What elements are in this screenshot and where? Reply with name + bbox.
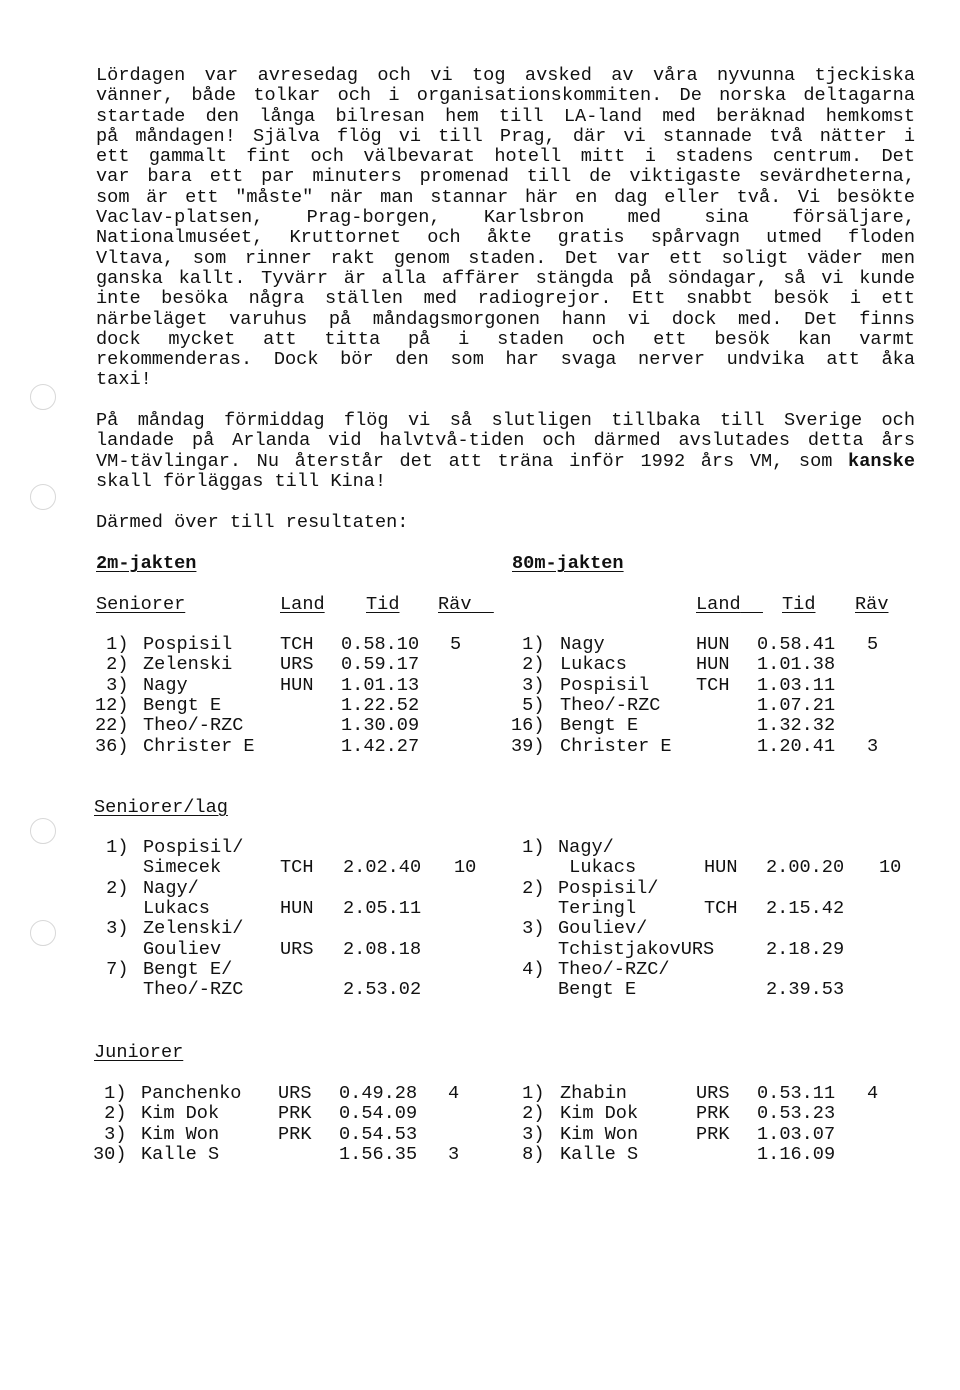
result-place: 8) (511, 1143, 545, 1165)
result-name: Kim Won (560, 1123, 639, 1145)
result-time: 1.30.09 (341, 715, 420, 737)
result-time: 0.53.23 (757, 1103, 836, 1125)
team-place: 4) (511, 958, 545, 980)
result-country: PRK (278, 1123, 312, 1145)
team-country: HUN (280, 897, 314, 919)
text-line: På måndag förmiddag flög vi så slutligen tillbaka till Sverige och (96, 410, 915, 431)
team-member: Lukacs (143, 897, 210, 919)
result-place: 16) (511, 715, 545, 737)
team-foxes: 10 (454, 857, 477, 879)
result-country: URS (280, 654, 314, 676)
text-line: Vaclav-platsen, Prag-borgen, Karlsbron med sina försäljare, (96, 207, 915, 229)
text-line: ett gammalt fint och välbevarat hotell mitt i stadens centrum. Det (96, 146, 915, 168)
team-member: Teringl (558, 897, 637, 919)
result-place: 36) (95, 735, 129, 757)
col-header-rav: Räv (855, 594, 889, 615)
punch-hole (30, 920, 56, 946)
result-name: Kim Dok (560, 1103, 639, 1125)
team-member: Nagy/ (143, 877, 199, 899)
result-time: 0.54.09 (339, 1103, 418, 1125)
team-member: Theo/-RZC/ (558, 958, 670, 980)
team-member: TchistjakovURS (558, 938, 715, 960)
result-name: Christer E (560, 735, 672, 757)
result-name: Nagy (143, 674, 188, 696)
result-name: Theo/-RZC (560, 694, 661, 716)
team-time: 2.08.18 (343, 938, 422, 960)
result-time: 1.22.52 (341, 694, 420, 716)
text-line: vänner, både tolkar och i organisationskommiten. De norska deltagarna (96, 85, 915, 107)
col-header-land: Land (696, 594, 741, 615)
result-time: 0.53.11 (757, 1083, 836, 1104)
result-time: 0.54.53 (339, 1123, 418, 1145)
result-country: HUN (696, 654, 730, 676)
result-name: Pospisil (143, 634, 233, 655)
text-line: startade den långa bilresan hem till LA-land med beräknad hemkomst (96, 105, 915, 127)
results-intro: Därmed över till resultaten: (96, 512, 409, 533)
col-header-rav: Räv (438, 594, 472, 615)
result-place: 12) (95, 694, 129, 716)
text-line: dock mycket att titta på i staden och ett besök kan varmt (96, 328, 915, 350)
team-place: 2) (95, 877, 129, 899)
team-member: Bengt E (558, 979, 637, 1001)
result-name: Kim Won (141, 1123, 220, 1145)
team-place: 1) (95, 837, 129, 858)
team-place: 2) (511, 877, 545, 899)
result-name: Kalle S (560, 1143, 639, 1165)
result-country: PRK (278, 1103, 312, 1125)
result-place: 2) (511, 654, 545, 676)
result-place: 3) (95, 674, 129, 696)
section-title-2m: 2m-jakten (96, 553, 197, 574)
team-time: 2.18.29 (766, 938, 845, 960)
team-country: TCH (704, 897, 738, 919)
result-place: 1) (511, 1083, 545, 1104)
punch-hole (30, 384, 56, 410)
text-line: var bara ett par minuters promenad till de viktigaste sevärdheterna, (96, 166, 915, 188)
team-foxes: 10 (879, 857, 902, 879)
result-time: 0.49.28 (339, 1083, 418, 1104)
team-time: 2.53.02 (343, 979, 422, 1001)
team-member: Simecek (143, 857, 222, 879)
result-place: 3) (511, 674, 545, 696)
result-name: Zhabin (560, 1083, 627, 1104)
result-place: 5) (511, 694, 545, 716)
result-name: Pospisil (560, 674, 650, 696)
result-time: 1.16.09 (757, 1143, 836, 1165)
heading-seniorer-lag: Seniorer/lag (94, 797, 228, 818)
result-country: HUN (696, 634, 730, 655)
text-line: VM-tävlingar. Nu återstår det att träna inför 1992 års VM, som kanske (96, 450, 915, 472)
result-foxes: 3 (867, 735, 879, 757)
paragraph-return (96, 411, 915, 492)
heading-juniorer: Juniorer (94, 1042, 184, 1063)
team-time: 2.00.20 (766, 857, 845, 879)
result-place: 3) (93, 1123, 127, 1145)
team-member: Gouliev/ (558, 918, 648, 940)
result-name: Panchenko (141, 1083, 242, 1104)
result-place: 22) (95, 715, 129, 737)
punch-hole (30, 818, 56, 844)
team-place: 7) (95, 958, 129, 980)
result-name: Kalle S (141, 1143, 220, 1165)
result-place: 30) (93, 1143, 127, 1165)
team-member: Nagy/ (558, 837, 614, 858)
team-member: Lukacs (558, 857, 637, 879)
team-member: Theo/-RZC (143, 979, 244, 1001)
result-country: TCH (280, 634, 314, 655)
result-place: 2) (93, 1103, 127, 1125)
result-time: 1.20.41 (757, 735, 836, 757)
team-member: Pospisil/ (558, 877, 659, 899)
result-foxes: 4 (448, 1083, 460, 1104)
team-place: 3) (511, 918, 545, 940)
result-name: Bengt E (143, 694, 222, 716)
result-time: 1.56.35 (339, 1143, 418, 1165)
col-header-tid: Tid (782, 594, 816, 615)
text-line: Nationalmuséet, Kruttornet och åkte gratis spårvagn utmed floden (96, 227, 915, 249)
result-foxes: 5 (450, 634, 462, 655)
section-title-80m: 80m-jakten (512, 553, 624, 574)
text-line: Vltava, som rinner rakt genom staden. Det var ett soligt väder men (96, 247, 915, 269)
team-member: Gouliev (143, 938, 222, 960)
paragraph-travel (96, 66, 915, 391)
result-name: Christer E (143, 735, 255, 757)
team-member: Pospisil/ (143, 837, 244, 858)
result-country: PRK (696, 1123, 730, 1145)
team-place: 3) (95, 918, 129, 940)
team-time: 2.15.42 (766, 897, 845, 919)
result-name: Kim Dok (141, 1103, 220, 1125)
result-time: 1.42.27 (341, 735, 420, 757)
result-place: 2) (511, 1103, 545, 1125)
result-time: 1.03.11 (757, 674, 836, 696)
team-country: TCH (280, 857, 314, 879)
text-line: rekommenderas. Dock bör den som har svaga nerver undvika att åka (96, 349, 915, 371)
result-country: TCH (696, 674, 730, 696)
result-place: 1) (93, 1083, 127, 1104)
col-header-tid: Tid (366, 594, 400, 615)
result-name: Zelenski (143, 654, 233, 676)
result-country: PRK (696, 1103, 730, 1125)
team-member: Zelenski/ (143, 918, 244, 940)
team-country: URS (280, 938, 314, 960)
result-country: URS (278, 1083, 312, 1104)
text-line: på måndagen! Själva flög vi till Prag, där vi stannade två nätter i (96, 125, 915, 147)
col-header-land: Land (280, 594, 325, 615)
result-place: 39) (511, 735, 545, 757)
result-time: 0.58.41 (757, 634, 836, 655)
text-line: Lördagen var avresedag och vi tog avsked av våra nyvunna tjeckiska (96, 65, 915, 86)
result-foxes: 5 (867, 634, 879, 655)
result-time: 0.58.10 (341, 634, 420, 655)
text-line: inte besöka några ställen med radiogrejor. Ett snabbt besök i ett (96, 288, 915, 310)
result-place: 1) (511, 634, 545, 655)
result-name: Theo/-RZC (143, 715, 244, 737)
result-country: URS (696, 1083, 730, 1104)
text-line: som är ett "måste" när man stannar här en dag eller två. Vi besökte (96, 186, 915, 208)
result-place: 2) (95, 654, 129, 676)
result-name: Lukacs (560, 654, 627, 676)
result-foxes: 3 (448, 1143, 460, 1165)
result-time: 1.07.21 (757, 694, 836, 716)
result-foxes: 4 (867, 1083, 879, 1104)
text-line: landade på Arlanda vid halvtvå-tiden och därmed avslutades detta års (96, 430, 915, 452)
text-line: skall förläggas till Kina! (96, 470, 387, 492)
result-name: Bengt E (560, 715, 639, 737)
text-line: närbeläget varuhus på måndagsmorgonen hann vi dock med. Det finns (96, 308, 915, 330)
result-name: Nagy (560, 634, 605, 655)
result-time: 1.01.38 (757, 654, 836, 676)
result-time: 1.03.07 (757, 1123, 836, 1145)
team-member: Bengt E/ (143, 958, 233, 980)
team-place: 1) (511, 837, 545, 858)
result-country: HUN (280, 674, 314, 696)
result-place: 3) (511, 1123, 545, 1145)
result-time: 1.32.32 (757, 715, 836, 737)
text-line: ganska kallt. Tyvärr är alla affärer stängda på söndagar, så vi kunde (96, 267, 915, 289)
team-time: 2.02.40 (343, 857, 422, 879)
text-line: taxi! (96, 369, 152, 391)
heading-seniorer: Seniorer (96, 594, 186, 615)
team-country: HUN (704, 857, 738, 879)
punch-hole (30, 484, 56, 510)
result-place: 1) (95, 634, 129, 655)
team-time: 2.39.53 (766, 979, 845, 1001)
result-time: 0.59.17 (341, 654, 420, 676)
result-time: 1.01.13 (341, 674, 420, 696)
team-time: 2.05.11 (343, 897, 422, 919)
